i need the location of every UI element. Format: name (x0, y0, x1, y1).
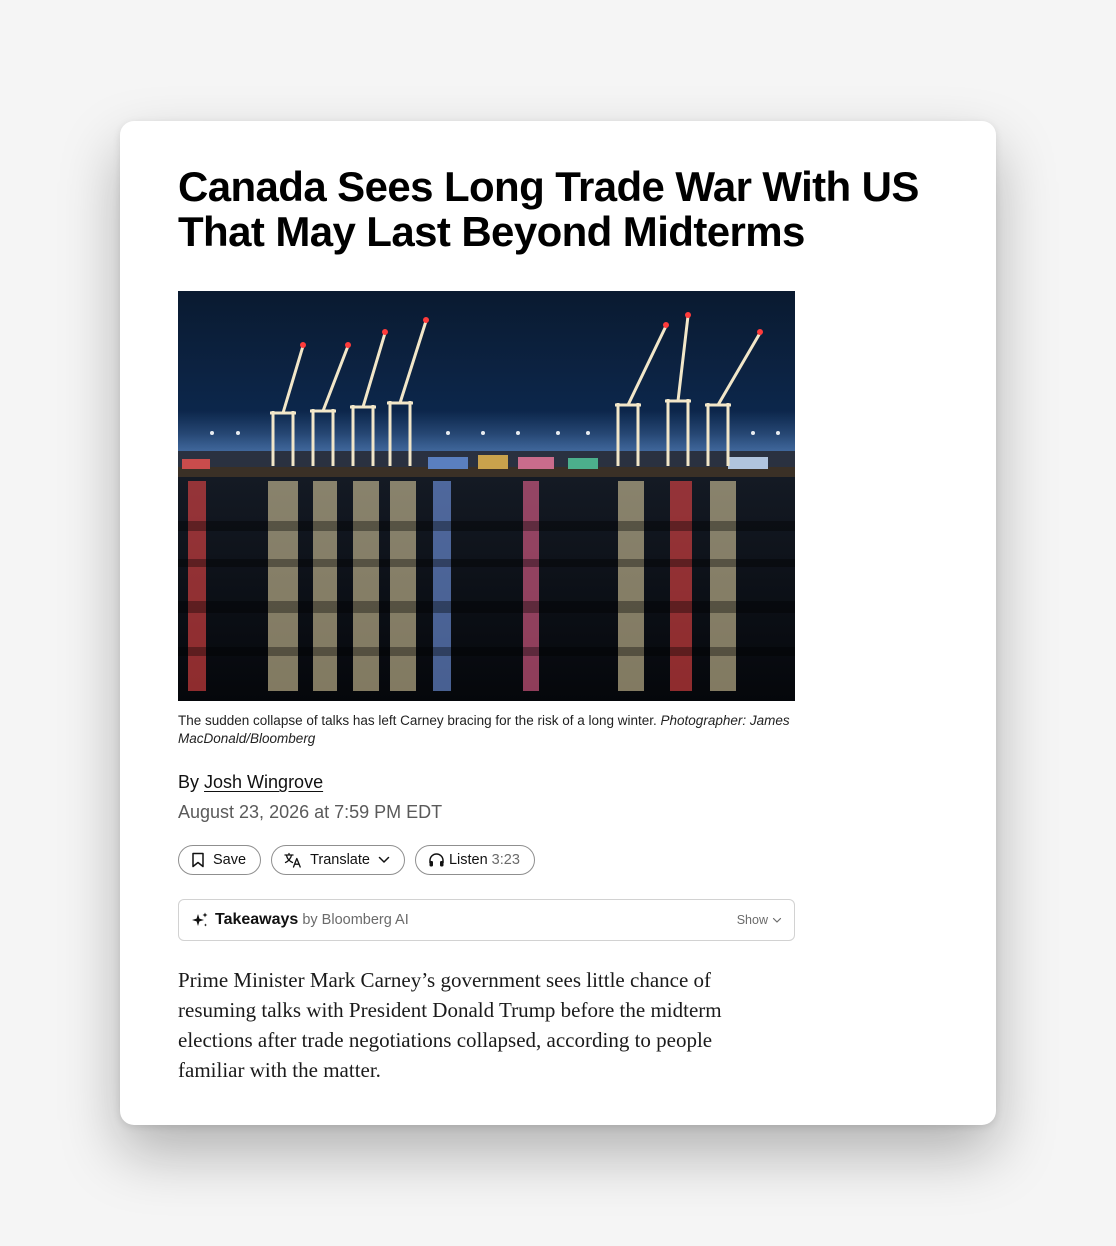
chevron-down-icon (772, 917, 782, 924)
sparkle-icon (191, 911, 209, 929)
listen-button[interactable] (415, 845, 535, 875)
show-label: Show (736, 913, 768, 927)
headphones-icon (428, 852, 445, 868)
translate-label: Translate (310, 852, 370, 868)
article-photo (178, 291, 795, 701)
save-button[interactable] (178, 845, 261, 875)
byline-prefix: By (178, 772, 200, 792)
chevron-down-icon (378, 856, 390, 864)
author-link[interactable]: Josh Wingrove (204, 772, 324, 792)
byline (178, 771, 323, 793)
article-card (120, 121, 996, 1125)
bookmark-icon (191, 852, 205, 868)
translate-button[interactable] (271, 845, 405, 875)
article-body: Prime Minister Mark Carney’s government sees little chance of resuming talks with President Donald Trump before the midterm elections after trade negotiations collapsed, according to people familiar with the matter. (178, 968, 722, 1082)
save-label: Save (213, 852, 247, 868)
article-actions (178, 845, 535, 875)
caption-text: The sudden collapse of talks has left Carney bracing for the risk of a long winter. (178, 713, 657, 728)
listen-duration: 3:23 (491, 852, 520, 868)
takeaways-source: by Bloomberg AI (302, 912, 409, 928)
photo-credit: Photographer: James MacDonald/Bloomberg (178, 713, 790, 746)
takeaways-title: Takeaways (215, 911, 299, 928)
publish-date: August 23, 2026 at 7:59 PM EDT (178, 802, 443, 822)
translate-icon (284, 852, 302, 868)
takeaways-show-toggle[interactable] (737, 913, 782, 927)
listen-label: Listen (448, 852, 488, 868)
takeaways-panel[interactable] (178, 899, 795, 941)
photo-caption (178, 712, 798, 748)
article-headline: Canada Sees Long Trade War With US That May Last Beyond Midterms (178, 163, 919, 255)
